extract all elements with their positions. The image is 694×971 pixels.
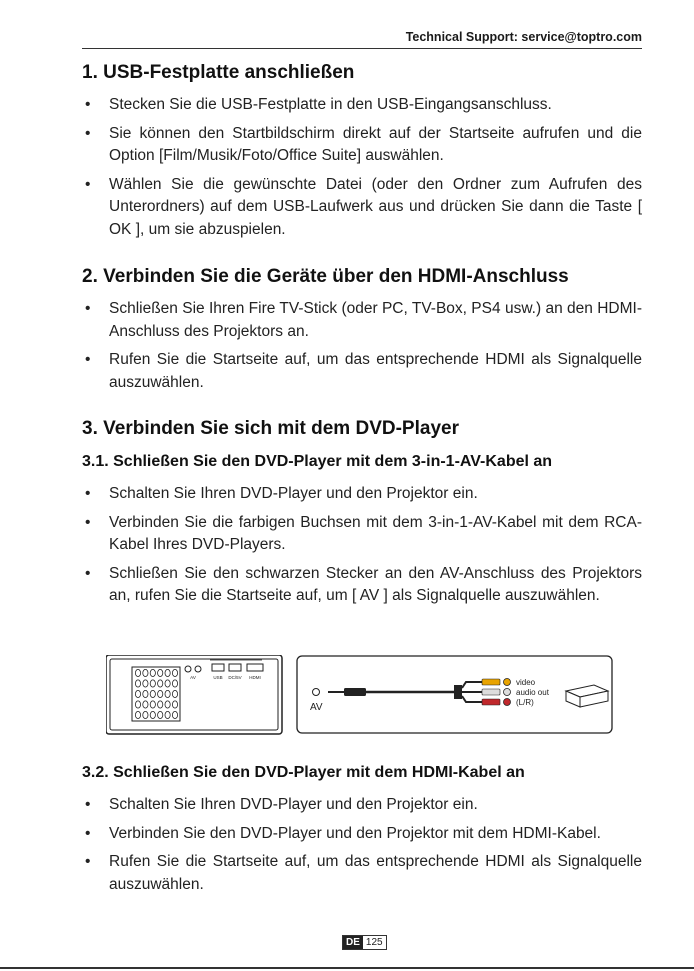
vent-hole xyxy=(172,711,177,718)
vent-hole xyxy=(158,701,163,708)
projector-rear-panel xyxy=(106,655,282,734)
list-item: • Rufen Sie die Startseite auf, um das entsprechende HDMI als Signalquelle auszuwählen. xyxy=(82,349,642,394)
vent-hole xyxy=(165,701,170,708)
vent-hole xyxy=(158,711,163,718)
list-item: • Sie können den Startbildschirm direkt auf der Startseite aufrufen und die Option [Film/Musik/Foto/Office Suite] auswählen. xyxy=(82,123,642,168)
vent-hole xyxy=(143,669,148,676)
page-number-value: 125 xyxy=(363,936,386,949)
section3-title: 3. Verbinden Sie sich mit dem DVD-Player xyxy=(82,418,459,439)
section2-list xyxy=(82,298,642,400)
vent-hole xyxy=(158,669,163,676)
av-connection-diagram xyxy=(106,655,614,735)
vent-hole xyxy=(158,680,163,687)
vent-hole xyxy=(143,690,148,697)
vent-hole xyxy=(165,669,170,676)
vent-hole xyxy=(172,669,177,676)
vent-hole xyxy=(172,680,177,687)
vent-hole xyxy=(165,711,170,718)
av-cable-panel xyxy=(297,656,612,733)
vent-hole xyxy=(143,711,148,718)
vent-hole xyxy=(150,669,155,676)
vent-hole xyxy=(172,701,177,708)
vent-hole xyxy=(143,701,148,708)
port-label-dc5v: DC/5V xyxy=(228,675,242,680)
list-item: • Schalten Sie Ihren DVD-Player und den Projektor ein. xyxy=(82,483,642,506)
section3-1-title: 3.1. Schließen Sie den DVD-Player mit dem 3-in-1-AV-Kabel an xyxy=(82,453,553,470)
list-item: • Verbinden Sie die farbigen Buchsen mit dem 3-in-1-AV-Kabel mit dem RCA-Kabel Ihres DVD-Players. xyxy=(82,512,642,557)
port-label-av: AV xyxy=(190,675,196,680)
vent-hole xyxy=(150,701,155,708)
port-label-hdmi: HDMI xyxy=(249,675,261,680)
list-item: • Rufen Sie die Startseite auf, um das entsprechende HDMI als Signalquelle auszuwählen. xyxy=(82,851,642,896)
vent-hole xyxy=(158,690,163,697)
rca-label-audio-out: audio out xyxy=(516,688,549,697)
list-item: • Stecken Sie die USB-Festplatte in den USB-Eingangsanschluss. xyxy=(82,94,642,117)
list-item: • Schalten Sie Ihren DVD-Player und den Projektor ein. xyxy=(82,794,642,817)
section3-1-list xyxy=(82,483,642,614)
list-item: • Verbinden Sie den DVD-Player und den Projektor mit dem HDMI-Kabel. xyxy=(82,823,642,846)
rca-label-lr: (L/R) xyxy=(516,698,534,707)
section2-title: 2. Verbinden Sie die Geräte über den HDMI-Anschluss xyxy=(82,266,569,287)
vent-hole xyxy=(165,690,170,697)
vent-hole xyxy=(135,680,140,687)
vent-hole xyxy=(150,690,155,697)
av-port-label: AV xyxy=(310,702,323,713)
section3-2-list xyxy=(82,794,642,902)
vent-hole xyxy=(135,701,140,708)
vent-hole xyxy=(150,680,155,687)
support-header: Technical Support: service@toptro.com xyxy=(82,30,642,49)
list-item: • Schließen Sie den schwarzen Stecker an den AV-Anschluss des Projektors an, rufen Sie die Startseite auf, um [ AV ] als Signalquelle auszuwählen. xyxy=(82,563,642,608)
rca-label-video: video xyxy=(516,678,536,687)
vent-hole xyxy=(135,711,140,718)
vent-hole xyxy=(150,711,155,718)
vent-hole xyxy=(165,680,170,687)
list-item: • Schließen Sie Ihren Fire TV-Stick (oder PC, TV-Box, PS4 usw.) an den HDMI-Anschluss des Projektors an. xyxy=(82,298,642,343)
section1-list xyxy=(82,94,642,247)
language-badge: DE xyxy=(343,936,363,949)
port-label-usb: USB xyxy=(213,675,223,680)
bottom-divider xyxy=(0,967,694,969)
section3-2-title: 3.2. Schließen Sie den DVD-Player mit dem HDMI-Kabel an xyxy=(82,764,525,781)
list-item: • Wählen Sie die gewünschte Datei (oder den Ordner zum Aufrufen des Unterordners) auf dem USB-Laufwerk aus und drücken Sie dann die Taste [ OK ], um sie abzuspielen. xyxy=(82,174,642,242)
vent-hole xyxy=(143,680,148,687)
vent-hole xyxy=(135,669,140,676)
section1-title: 1. USB-Festplatte anschließen xyxy=(82,62,355,83)
vent-hole xyxy=(135,690,140,697)
page-number xyxy=(342,935,387,950)
vent-hole xyxy=(172,690,177,697)
